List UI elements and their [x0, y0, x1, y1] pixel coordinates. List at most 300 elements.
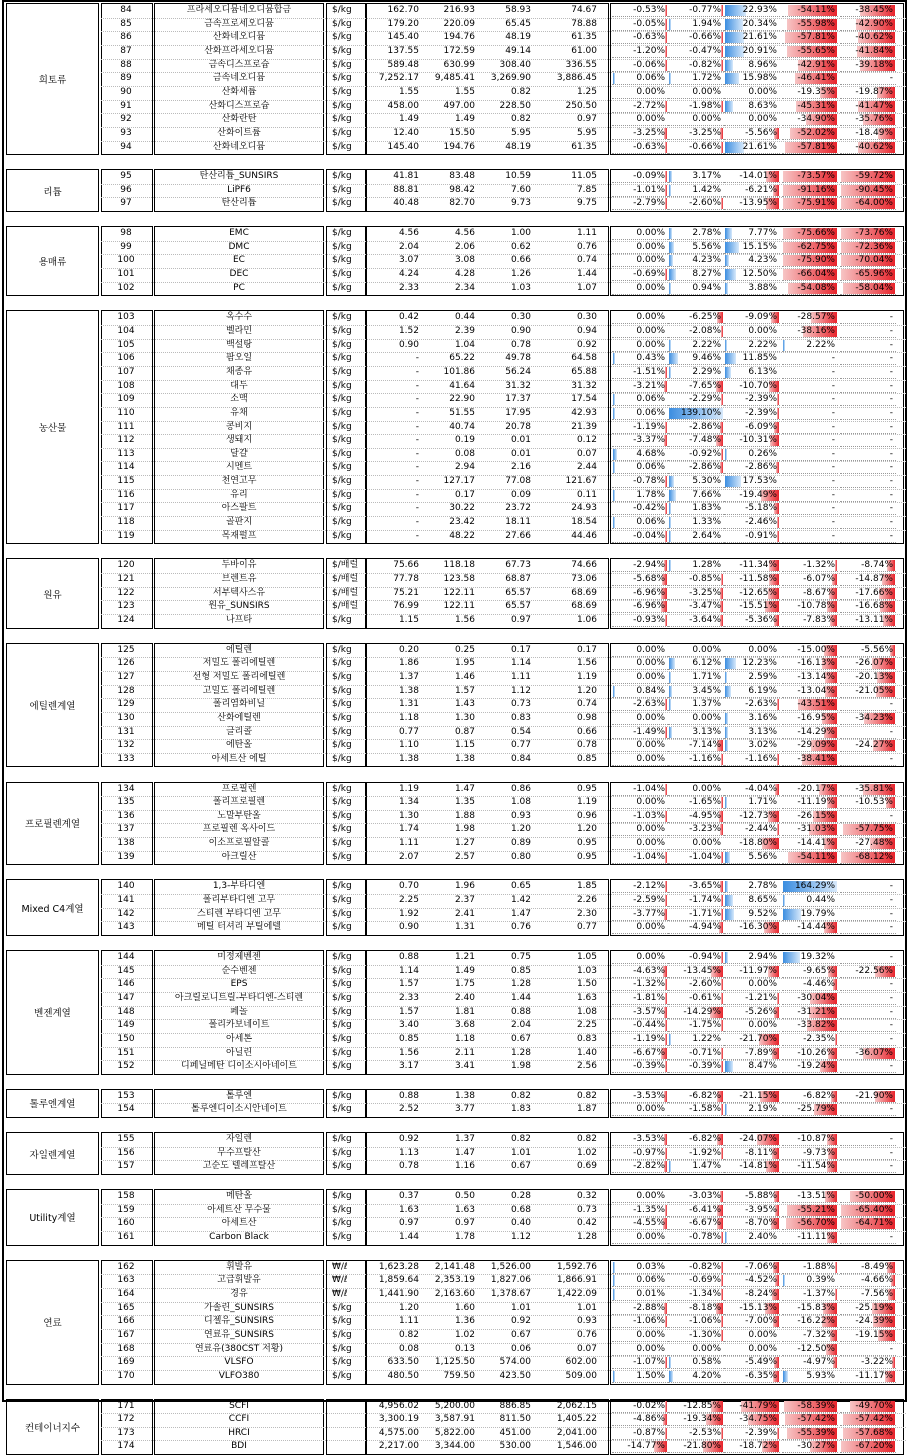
item-unit: $/kg — [332, 100, 352, 111]
item-unit: $/kg — [332, 1033, 352, 1044]
price-value: 1.15 — [454, 740, 475, 751]
group-section — [6, 643, 906, 768]
change-percent-text: -1.16% — [689, 753, 721, 764]
change-percent — [782, 197, 838, 210]
group-section — [6, 782, 906, 866]
change-percent-text: 0.00% — [636, 658, 665, 669]
change-percent — [782, 965, 838, 978]
change-percent — [612, 783, 668, 796]
price-value: 0.07 — [576, 1343, 597, 1354]
group-name: 컨테이너지수 — [24, 1422, 81, 1434]
change-percent — [612, 1440, 668, 1453]
item-name: 벨라민 — [225, 325, 253, 336]
price-value: 0.77 — [510, 740, 531, 751]
change-percent-text: -3.37% — [633, 435, 665, 446]
price-value: 1.19 — [576, 797, 597, 808]
change-percent — [840, 141, 896, 154]
change-percent-text: -19.49% — [739, 489, 777, 500]
change-percent-text: - — [889, 448, 893, 459]
negative-bar — [665, 142, 667, 153]
price-value: 0.85 — [398, 1033, 419, 1044]
change-percent-text: -62.75% — [797, 241, 835, 252]
change-percent — [782, 461, 838, 474]
change-percent — [782, 1356, 838, 1369]
negative-bar — [665, 1316, 667, 1327]
negative-bar — [721, 909, 723, 920]
change-percent — [612, 421, 668, 434]
change-percent — [724, 282, 780, 295]
item-name: 천연고무 — [221, 476, 257, 487]
change-percent — [782, 254, 838, 267]
change-percent-text: -3.25% — [689, 587, 721, 598]
positive-bar — [669, 171, 672, 182]
change-percent — [782, 407, 838, 420]
change-percent-text: -26.07% — [855, 658, 893, 669]
price-value: 145.40 — [387, 32, 419, 43]
table-row — [6, 1133, 906, 1146]
change-percent-text: -0.78% — [689, 1232, 721, 1243]
price-value: 1.47 — [510, 908, 531, 919]
positive-bar — [613, 462, 615, 473]
change-percent-text: -14.77% — [627, 1441, 665, 1452]
table-row — [6, 614, 906, 627]
item-name: 1,3-부타디엔 — [212, 881, 266, 892]
change-percent — [612, 1231, 668, 1244]
table-row — [6, 407, 906, 420]
change-percent-text: -54.11% — [797, 851, 835, 862]
price-value: 308.40 — [499, 59, 531, 70]
item-number: 111 — [117, 421, 135, 432]
table-row — [6, 880, 906, 893]
change-percent — [840, 1400, 896, 1413]
change-percent — [612, 796, 668, 809]
report-page — [2, 0, 907, 1452]
positive-bar — [725, 881, 728, 892]
change-percent-text: 0.06% — [636, 1275, 665, 1286]
change-percent — [724, 241, 780, 254]
change-percent — [668, 1302, 724, 1315]
change-percent-text: -0.82% — [689, 1261, 721, 1272]
table-row — [6, 1370, 906, 1383]
change-percent — [840, 170, 896, 183]
table-row — [6, 573, 906, 586]
price-value: 3,269.90 — [490, 73, 531, 84]
change-percent — [724, 600, 780, 613]
change-percent — [612, 407, 668, 420]
change-percent-text: -0.71% — [689, 1047, 721, 1058]
item-name: 서부텍사스유 — [212, 587, 266, 598]
group-section — [6, 3, 906, 155]
change-percent — [840, 753, 896, 766]
price-value: 0.73 — [576, 1204, 597, 1215]
change-percent-text: -19.34% — [683, 1414, 721, 1425]
table-row — [6, 1427, 906, 1440]
item-number: 136 — [117, 810, 135, 821]
item-name: 메탄올 — [225, 1191, 253, 1202]
change-percent — [668, 1427, 724, 1440]
negative-bar — [835, 1289, 837, 1300]
change-percent — [724, 810, 780, 823]
change-percent — [612, 726, 668, 739]
price-value: 1.47 — [454, 783, 475, 794]
change-percent — [840, 421, 896, 434]
price-value: 0.85 — [510, 965, 531, 976]
item-unit: $/kg — [332, 1134, 352, 1145]
change-percent-text: 1.33% — [692, 517, 721, 528]
positive-bar — [783, 340, 785, 351]
price-value: 0.93 — [576, 1316, 597, 1327]
change-percent-text: - — [889, 1033, 893, 1044]
change-percent-text: -0.09% — [633, 171, 665, 182]
item-unit: $/kg — [332, 339, 352, 350]
table-row — [6, 421, 906, 434]
price-value: 65.22 — [449, 353, 475, 364]
price-value: 0.30 — [510, 312, 531, 323]
change-percent-text: -5.26% — [745, 1006, 777, 1017]
price-value: - — [415, 503, 419, 514]
change-percent-text: 21.61% — [742, 32, 777, 43]
change-percent-text: -3.95% — [745, 1204, 777, 1215]
change-percent-text: -10.78% — [797, 601, 835, 612]
change-percent-text: -8.74% — [861, 560, 893, 571]
change-percent — [668, 86, 724, 99]
group-name: Mixed C4계열 — [21, 903, 84, 915]
change-percent-text: 0.00% — [692, 644, 721, 655]
price-value: 1.60 — [454, 1302, 475, 1313]
change-percent — [724, 1261, 780, 1274]
change-percent — [724, 1315, 780, 1328]
negative-bar — [721, 1316, 723, 1327]
change-percent — [840, 810, 896, 823]
item-number: 91 — [120, 100, 132, 111]
change-percent — [724, 1370, 780, 1383]
change-percent — [612, 1033, 668, 1046]
table-row — [6, 796, 906, 809]
item-unit — [328, 1400, 364, 1413]
change-percent — [612, 908, 668, 921]
price-value: 56.24 — [505, 366, 531, 377]
price-value: 2.40 — [454, 992, 475, 1003]
price-value: 0.95 — [576, 838, 597, 849]
item-number: 173 — [117, 1427, 135, 1438]
price-value: 67.73 — [505, 560, 531, 571]
price-value: 0.09 — [510, 489, 531, 500]
price-value: 0.82 — [510, 86, 531, 97]
change-percent — [612, 1217, 668, 1230]
price-value: 0.54 — [510, 726, 531, 737]
item-name: 프로필렌 옥사이드 — [202, 824, 276, 835]
change-percent — [782, 739, 838, 752]
change-percent — [724, 1047, 780, 1060]
price-value: 811.50 — [499, 1414, 531, 1425]
price-value: 2,217.00 — [378, 1441, 419, 1452]
change-percent-text: - — [889, 476, 893, 487]
change-percent-text: -1.34% — [689, 1288, 721, 1299]
item-name: EC — [233, 255, 245, 266]
change-percent — [782, 644, 838, 657]
change-percent-text: -2.63% — [745, 699, 777, 710]
change-percent-text: -15.00% — [797, 644, 835, 655]
item-unit: $/배럴 — [332, 574, 359, 585]
change-percent-text: - — [831, 421, 835, 432]
change-percent — [840, 1427, 896, 1440]
change-percent-text: -0.69% — [633, 269, 665, 280]
change-percent-text: 1.78% — [636, 489, 665, 500]
price-value: 127.17 — [443, 476, 475, 487]
price-value: 3.08 — [454, 255, 475, 266]
change-percent — [724, 573, 780, 586]
change-percent — [840, 1190, 896, 1203]
change-percent-text: 0.00% — [636, 712, 665, 723]
item-number: 101 — [117, 269, 135, 280]
change-percent-text: -1.32% — [803, 560, 835, 571]
change-percent-text: -7.48% — [689, 435, 721, 446]
change-percent — [612, 4, 668, 17]
item-number: 132 — [117, 740, 135, 751]
item-number: 155 — [117, 1134, 135, 1145]
item-name: 두바이유 — [221, 560, 257, 571]
change-percent — [668, 823, 724, 836]
positive-bar — [613, 1371, 615, 1382]
change-percent-text: -0.63% — [633, 32, 665, 43]
positive-bar — [783, 952, 800, 963]
change-percent-text: -1.19% — [633, 1033, 665, 1044]
change-percent-text: 0.00% — [636, 922, 665, 933]
price-value: - — [415, 517, 419, 528]
negative-bar — [665, 881, 667, 892]
price-value: 0.78 — [510, 339, 531, 350]
table-row — [6, 1400, 906, 1413]
item-number: 112 — [117, 435, 135, 446]
change-percent-text: -7.06% — [745, 1261, 777, 1272]
price-value: 0.83 — [510, 712, 531, 723]
item-number: 172 — [117, 1414, 135, 1425]
change-percent-text: -6.07% — [803, 574, 835, 585]
price-value: 0.97 — [454, 1218, 475, 1229]
price-value: 2.34 — [454, 282, 475, 293]
change-percent-text: -4.95% — [689, 810, 721, 821]
change-percent-text: 12.23% — [742, 658, 777, 669]
price-value: 0.86 — [510, 783, 531, 794]
change-percent-text: -3.22% — [861, 1357, 893, 1368]
change-percent — [668, 475, 724, 488]
item-number: 122 — [117, 587, 135, 598]
change-percent-text: - — [889, 503, 893, 514]
change-percent — [668, 1133, 724, 1146]
negative-bar — [721, 1232, 723, 1243]
change-percent — [724, 516, 780, 529]
price-value: 1.21 — [454, 952, 475, 962]
item-unit: $/kg — [332, 824, 352, 835]
change-percent — [612, 352, 668, 365]
table-row — [6, 241, 906, 254]
positive-bar — [669, 560, 671, 571]
item-number: 168 — [117, 1343, 135, 1354]
change-percent-text: 0.00% — [692, 1343, 721, 1354]
item-number: 165 — [117, 1302, 135, 1313]
price-value: 0.97 — [398, 1218, 419, 1229]
change-percent-text: - — [889, 380, 893, 391]
change-percent-text: -57.42% — [797, 1414, 835, 1425]
change-percent — [724, 851, 780, 864]
change-percent — [724, 753, 780, 766]
change-percent-text: -7.56% — [861, 1288, 893, 1299]
price-value: 0.88 — [510, 1006, 531, 1017]
positive-bar — [669, 242, 674, 253]
item-name: 산화란탄 — [221, 114, 257, 125]
change-percent — [782, 475, 838, 488]
change-percent — [724, 1343, 780, 1356]
change-percent — [612, 170, 668, 183]
price-value: 2.07 — [398, 851, 419, 862]
table-row — [6, 712, 906, 725]
item-unit: $/kg — [332, 1006, 352, 1017]
price-value: 1.12 — [510, 1232, 531, 1243]
item-number: 135 — [117, 797, 135, 808]
group-name: 톨루엔계열 — [29, 1099, 76, 1111]
change-percent — [840, 1160, 896, 1173]
negative-bar — [721, 1428, 723, 1439]
change-percent-text: -1.06% — [633, 1316, 665, 1327]
negative-bar — [777, 754, 779, 765]
price-value: 0.83 — [576, 1033, 597, 1044]
change-percent-text: 4.20% — [692, 1370, 721, 1381]
price-value: 1.07 — [576, 282, 597, 293]
change-percent — [840, 1147, 896, 1160]
change-percent — [668, 851, 724, 864]
item-name: 저밀도 폴리에틸렌 — [202, 658, 276, 669]
change-percent-text: -64.00% — [855, 198, 893, 209]
price-value: 0.66 — [576, 726, 597, 737]
item-name: 금속디스프로슘 — [208, 59, 270, 70]
change-percent — [724, 1356, 780, 1369]
item-unit: $/kg — [332, 45, 352, 56]
change-percent-text: 2.59% — [748, 671, 777, 682]
change-percent — [782, 1231, 838, 1244]
table-row — [6, 698, 906, 711]
change-percent-text: 0.01% — [636, 1288, 665, 1299]
change-percent-text: -0.91% — [745, 530, 777, 541]
change-percent-text: - — [889, 881, 893, 892]
price-value: 458.00 — [387, 100, 419, 111]
item-number: 126 — [117, 658, 135, 669]
price-value: 1.57 — [398, 979, 419, 990]
change-percent — [724, 712, 780, 725]
change-percent — [840, 45, 896, 58]
price-value: 1.57 — [454, 685, 475, 696]
change-percent-text: -3.21% — [633, 380, 665, 391]
price-value: 23.42 — [449, 517, 475, 528]
item-number: 143 — [117, 922, 135, 933]
price-value: 1.38 — [454, 753, 475, 764]
item-unit: $/배럴 — [332, 601, 359, 612]
change-percent-text: -2.59% — [633, 895, 665, 906]
change-percent — [668, 1204, 724, 1217]
table-row — [6, 685, 906, 698]
change-percent-text: 2.78% — [692, 228, 721, 239]
change-percent — [782, 1190, 838, 1203]
price-value: 1.01 — [510, 1147, 531, 1158]
change-percent-text: -0.77% — [689, 5, 721, 15]
negative-bar — [721, 198, 723, 209]
price-value: 0.85 — [576, 753, 597, 764]
price-value: 17.37 — [505, 394, 531, 405]
price-value: 1.98 — [454, 824, 475, 835]
price-value: 250.50 — [565, 100, 597, 111]
price-value: 0.66 — [510, 255, 531, 266]
change-percent-text: -16.68% — [855, 601, 893, 612]
price-value: 0.94 — [576, 325, 597, 336]
positive-bar — [669, 672, 671, 683]
group-section — [6, 310, 906, 544]
item-number: 133 — [117, 753, 135, 764]
table-row — [6, 1047, 906, 1060]
price-value: 4.56 — [398, 228, 419, 239]
change-percent-text: 7.66% — [692, 489, 721, 500]
change-percent-text: - — [889, 908, 893, 919]
item-name: 폴리프로필렌 — [212, 797, 266, 808]
change-percent — [840, 31, 896, 44]
price-value: 2.16 — [510, 462, 531, 473]
price-value: 1.34 — [398, 797, 419, 808]
change-percent-text: -4.66% — [861, 1275, 893, 1286]
item-name: 프로필렌 — [221, 783, 257, 794]
price-value: 0.97 — [576, 114, 597, 125]
change-percent — [840, 880, 896, 893]
item-unit: $/kg — [332, 255, 352, 266]
change-percent — [724, 227, 780, 240]
price-value: 0.20 — [398, 644, 419, 655]
change-percent — [724, 880, 780, 893]
change-percent — [840, 644, 896, 657]
item-number: 102 — [117, 282, 135, 293]
table-row — [6, 992, 906, 1005]
change-percent-text: -31.21% — [797, 1006, 835, 1017]
change-percent-text: 1.94% — [692, 18, 721, 29]
table-row — [6, 1231, 906, 1244]
item-name: 탄산리튬 — [221, 198, 257, 209]
change-percent — [668, 587, 724, 600]
negative-bar — [665, 1357, 667, 1368]
change-percent-text: - — [889, 435, 893, 446]
change-percent-text: -72.36% — [855, 241, 893, 252]
change-percent — [782, 45, 838, 58]
change-percent-text: -90.45% — [855, 184, 893, 195]
change-percent — [612, 227, 668, 240]
item-name: 아크릴산 — [221, 851, 257, 862]
positive-bar — [725, 142, 744, 153]
item-name: 아세트산 무수물 — [207, 1204, 271, 1215]
price-value: 1.15 — [398, 614, 419, 625]
item-unit: $/kg — [332, 407, 352, 418]
price-value: - — [415, 530, 419, 541]
change-percent-text: -73.76% — [855, 228, 893, 239]
item-number: 92 — [120, 114, 132, 125]
change-percent-text: -1.88% — [803, 1261, 835, 1272]
price-value: 64.58 — [571, 353, 597, 364]
item-number: 144 — [117, 952, 135, 962]
change-percent-text: -8.24% — [745, 1288, 777, 1299]
change-percent — [668, 530, 724, 543]
change-percent-text: 0.26% — [748, 448, 777, 459]
change-percent — [840, 992, 896, 1005]
change-percent-text: -4.04% — [745, 783, 777, 794]
price-value: 0.96 — [576, 810, 597, 821]
positive-bar — [783, 1371, 788, 1382]
item-number: 157 — [117, 1161, 135, 1172]
item-number: 145 — [117, 965, 135, 976]
change-percent-text: -13.45% — [683, 965, 721, 976]
